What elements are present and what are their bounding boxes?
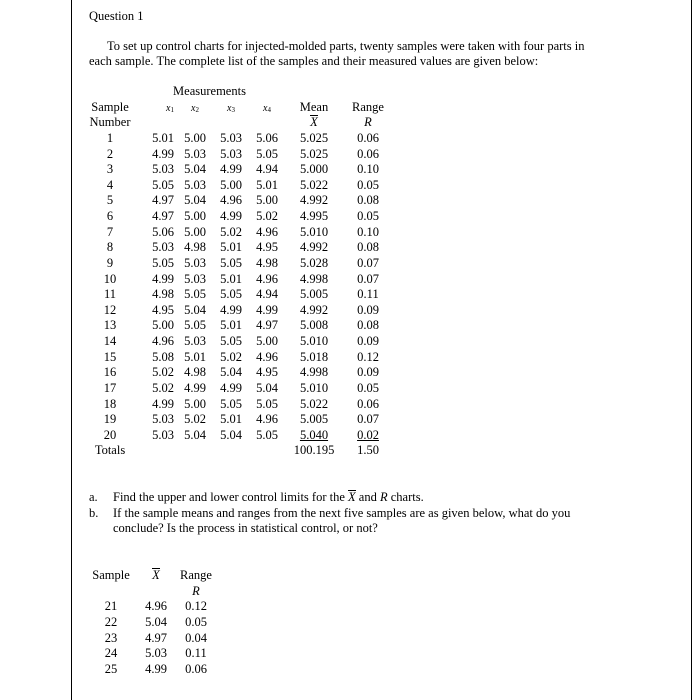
- table-row: [86, 240, 393, 256]
- next-range-value: 0.06: [185, 661, 207, 676]
- next-xbar-value: 4.99: [145, 661, 167, 676]
- table-row: [86, 412, 393, 428]
- x1-value: 5.03: [152, 412, 174, 427]
- x4-value: 4.98: [256, 255, 278, 270]
- next-range-value: 0.05: [185, 614, 207, 629]
- x1-value: 5.06: [152, 224, 174, 239]
- sample-number: 6: [106, 209, 114, 223]
- x4-value: 4.96: [256, 349, 278, 364]
- next-sample-number: 24: [104, 646, 118, 661]
- x3-value: 5.02: [220, 224, 242, 239]
- x2-value: 5.01: [184, 349, 206, 364]
- part-b: [89, 506, 614, 536]
- mean-value: 5.000: [299, 162, 329, 177]
- range-value: 0.06: [357, 146, 379, 161]
- sample-number: 3: [106, 162, 114, 177]
- range-value: 0.10: [357, 162, 379, 177]
- x3-value: 5.05: [220, 334, 242, 348]
- x3-header: x3: [227, 102, 235, 114]
- x2-value: 5.03: [184, 146, 206, 161]
- x2-value: 5.05: [184, 287, 206, 302]
- x4-value: 4.96: [256, 271, 278, 286]
- x2-value: 5.04: [184, 427, 206, 442]
- x2-header: x2: [191, 102, 199, 114]
- x3-value: 4.99: [220, 380, 242, 395]
- totals-label: Totals: [94, 443, 126, 458]
- range-value: 0.07: [357, 255, 379, 270]
- x1-value: 5.02: [152, 380, 174, 395]
- sample-number: 19: [103, 412, 117, 427]
- x1-value: 5.05: [152, 177, 174, 192]
- range-value: 0.05: [357, 380, 379, 395]
- table-row: [86, 334, 393, 350]
- table-row: [86, 131, 393, 147]
- mean-value: 4.998: [299, 271, 329, 286]
- x1-value: 4.98: [152, 287, 174, 302]
- part-a-text-1: Find the upper and lower control limits for the: [113, 490, 349, 504]
- part-a-xbar: X: [348, 490, 356, 504]
- next-xbar-value: 4.96: [145, 599, 167, 614]
- x3-value: 5.02: [220, 349, 242, 364]
- part-a-r: R: [379, 490, 388, 504]
- table-row: [86, 303, 393, 319]
- range-value: 0.07: [357, 271, 379, 286]
- table-row: [86, 162, 393, 178]
- x4-value: 5.00: [256, 193, 278, 208]
- sample-number: 7: [106, 224, 114, 239]
- measurements-table: [86, 84, 393, 459]
- mean-value: 5.008: [299, 318, 329, 333]
- range-value: 0.08: [357, 318, 379, 333]
- mean-value: 4.995: [299, 209, 329, 223]
- mean-value: 5.025: [299, 146, 329, 161]
- x1-value: 5.02: [152, 365, 174, 380]
- x4-value: 5.06: [256, 130, 278, 145]
- x3-value: 5.03: [220, 130, 242, 145]
- x3-value: 4.96: [220, 193, 242, 208]
- x4-value: 5.01: [256, 177, 278, 192]
- range-value: 0.06: [357, 130, 379, 145]
- sample-number: 4: [106, 177, 114, 192]
- number-header: Number: [89, 115, 131, 130]
- x3-value: 4.99: [220, 302, 242, 317]
- sample-number: 14: [103, 334, 117, 348]
- next-xbar-value: 4.97: [145, 630, 167, 645]
- x2-value: 5.03: [184, 271, 206, 286]
- x3-value: 5.01: [220, 412, 242, 427]
- x4-value: 4.96: [256, 224, 278, 239]
- x4-value: 4.96: [256, 412, 278, 427]
- x3-value: 5.03: [220, 146, 242, 161]
- part-a-text-2: and: [355, 490, 380, 504]
- range-value: 0.08: [357, 193, 379, 208]
- table-row: [86, 381, 393, 397]
- x1-value: 4.99: [152, 396, 174, 411]
- mean-value: 4.992: [299, 193, 329, 208]
- x4-value: 5.04: [256, 380, 278, 395]
- question-parts: [89, 490, 614, 537]
- sample-number: 5: [106, 193, 114, 208]
- measurements-header: Measurements: [173, 84, 246, 98]
- sample-number: 15: [103, 349, 117, 364]
- x2-value: 4.99: [184, 380, 206, 395]
- x2-value: 5.04: [184, 302, 206, 317]
- x3-value: 5.04: [220, 427, 242, 442]
- next-xbar-header: X: [152, 568, 160, 582]
- sample-number: 13: [103, 318, 117, 333]
- x4-value: 5.05: [256, 396, 278, 411]
- sample-number: 12: [103, 302, 117, 317]
- sample-number: 8: [106, 240, 114, 255]
- x1-header: x1: [166, 102, 174, 114]
- mean-value: 5.022: [299, 177, 329, 192]
- table-row: [86, 397, 393, 413]
- table-row: [86, 350, 393, 366]
- mean-value: 5.010: [299, 224, 329, 239]
- x4-header: x4: [263, 102, 271, 114]
- x3-value: 4.99: [220, 209, 242, 223]
- table-row: [86, 193, 393, 209]
- sample-header: Sample: [91, 99, 129, 114]
- x4-value: 5.05: [256, 427, 278, 442]
- x3-value: 5.05: [220, 287, 242, 302]
- range-value: 0.10: [357, 224, 379, 239]
- x2-value: 5.00: [184, 224, 206, 239]
- next-sample-header: Sample: [92, 568, 130, 582]
- mean-value: 5.005: [299, 412, 329, 427]
- range-value: 0.09: [357, 302, 379, 317]
- range-symbol: R: [364, 115, 372, 130]
- part-a: [89, 490, 614, 505]
- table-row: [86, 287, 393, 303]
- x4-value: 4.99: [256, 302, 278, 317]
- x2-value: 5.03: [184, 177, 206, 192]
- range-value: 0.05: [357, 177, 379, 192]
- total-range: 1.50: [357, 443, 379, 458]
- x2-value: 5.00: [184, 396, 206, 411]
- x2-value: 5.05: [184, 318, 206, 333]
- x4-value: 5.05: [256, 146, 278, 161]
- x2-value: 5.03: [184, 334, 206, 348]
- x3-value: 5.05: [220, 255, 242, 270]
- x4-value: 4.94: [256, 287, 278, 302]
- x2-value: 5.00: [184, 209, 206, 223]
- mean-value: 5.010: [299, 334, 329, 348]
- x2-value: 5.02: [184, 412, 206, 427]
- next-range-value: 0.11: [185, 646, 207, 661]
- next-sample-row: [86, 646, 216, 662]
- intro-paragraph: To set up control charts for injected-molded parts, twenty samples were taken with four parts in each sample. The complete list of the samples and their measured values are given below:: [89, 39, 585, 68]
- x3-value: 5.00: [220, 177, 242, 192]
- next-sample-number: 21: [104, 599, 118, 614]
- part-a-text-3: charts.: [387, 490, 424, 504]
- x4-value: 4.94: [256, 162, 278, 177]
- table-row: [86, 272, 393, 288]
- next-sample-row: [86, 631, 216, 647]
- table-row: [86, 147, 393, 163]
- x1-value: 4.99: [152, 271, 174, 286]
- next-range-value: 0.04: [185, 630, 207, 645]
- mean-value: 5.010: [299, 380, 329, 395]
- x4-value: 5.02: [256, 209, 278, 223]
- x2-value: 5.04: [184, 162, 206, 177]
- x2-value: 4.98: [184, 240, 206, 255]
- range-value: 0.05: [357, 209, 379, 223]
- x3-value: 5.01: [220, 271, 242, 286]
- x1-value: 4.96: [152, 334, 174, 348]
- sample-number: 17: [103, 380, 117, 395]
- x1-value: 4.99: [152, 146, 174, 161]
- table-row: [86, 428, 393, 444]
- range-value: 0.09: [357, 334, 379, 348]
- mean-header: Mean: [299, 99, 329, 114]
- x1-value: 5.03: [152, 162, 174, 177]
- x1-value: 5.03: [152, 427, 174, 442]
- x3-value: 5.05: [220, 396, 242, 411]
- table-row: [86, 209, 393, 225]
- sample-number: 20: [103, 427, 117, 442]
- next-sample-row: [86, 599, 216, 615]
- x3-value: 5.01: [220, 318, 242, 333]
- x2-value: 5.00: [184, 130, 206, 145]
- mean-value: 5.040: [299, 427, 329, 442]
- mean-value: 5.005: [299, 287, 329, 302]
- x1-value: 4.95: [152, 302, 174, 317]
- next-range-value: 0.12: [185, 599, 207, 614]
- range-value: 0.06: [357, 396, 379, 411]
- mean-value: 5.018: [299, 349, 329, 364]
- part-b-label: b.: [89, 506, 99, 520]
- x1-value: 5.05: [152, 255, 174, 270]
- x3-value: 5.01: [220, 240, 242, 255]
- x2-value: 4.98: [184, 365, 206, 380]
- next-sample-row: [86, 662, 216, 678]
- x3-value: 4.99: [220, 162, 242, 177]
- mean-value: 4.992: [299, 240, 329, 255]
- range-value: 0.12: [357, 349, 379, 364]
- x4-value: 4.97: [256, 318, 278, 333]
- x2-value: 5.04: [184, 193, 206, 208]
- mean-value: 5.022: [299, 396, 329, 411]
- x1-value: 4.97: [152, 193, 174, 208]
- next-sample-number: 25: [104, 661, 118, 676]
- part-b-text: If the sample means and ranges from the next five samples are as given below, what do you conclude? Is the process in statistical control, or not?: [113, 506, 571, 535]
- table-row: [86, 225, 393, 241]
- table-row: [86, 178, 393, 194]
- x1-value: 5.01: [152, 130, 174, 145]
- x1-value: 5.00: [152, 318, 174, 333]
- next-range-symbol: R: [192, 583, 200, 598]
- x2-value: 5.03: [184, 255, 206, 270]
- mean-value: 5.025: [299, 130, 329, 145]
- x1-value: 4.97: [152, 209, 174, 223]
- x4-value: 4.95: [256, 365, 278, 380]
- xbar-symbol: X: [310, 115, 318, 130]
- mean-value: 4.998: [299, 365, 329, 380]
- next-sample-row: [86, 615, 216, 631]
- next-xbar-value: 5.04: [145, 614, 167, 629]
- x1-value: 5.03: [152, 240, 174, 255]
- total-mean: 100.195: [293, 443, 335, 458]
- sample-number: 18: [103, 396, 117, 411]
- mean-value: 4.992: [299, 302, 329, 317]
- range-value: 0.07: [357, 412, 379, 427]
- x4-value: 4.95: [256, 240, 278, 255]
- table-row: [86, 365, 393, 381]
- sample-number: 11: [103, 287, 117, 302]
- question-title: Question 1: [89, 9, 144, 23]
- next-range-header: Range: [180, 568, 212, 582]
- next-xbar-value: 5.03: [145, 646, 167, 661]
- mean-value: 5.028: [299, 255, 329, 270]
- table-row: [86, 256, 393, 272]
- sample-number: 10: [103, 271, 117, 286]
- sample-number: 1: [106, 130, 114, 145]
- table-row: [86, 318, 393, 334]
- range-header: Range: [352, 99, 384, 114]
- next-sample-number: 22: [104, 614, 118, 629]
- next-samples-table: [86, 568, 216, 677]
- x4-value: 5.00: [256, 334, 278, 348]
- sample-number: 16: [103, 365, 117, 380]
- range-value: 0.02: [357, 427, 379, 442]
- x1-value: 5.08: [152, 349, 174, 364]
- sample-number: 2: [106, 146, 114, 161]
- part-a-label: a.: [89, 490, 98, 504]
- range-value: 0.11: [357, 287, 379, 302]
- range-value: 0.09: [357, 365, 379, 380]
- next-sample-number: 23: [104, 630, 118, 645]
- range-value: 0.08: [357, 240, 379, 255]
- x3-value: 5.04: [220, 365, 242, 380]
- sample-number: 9: [106, 255, 114, 270]
